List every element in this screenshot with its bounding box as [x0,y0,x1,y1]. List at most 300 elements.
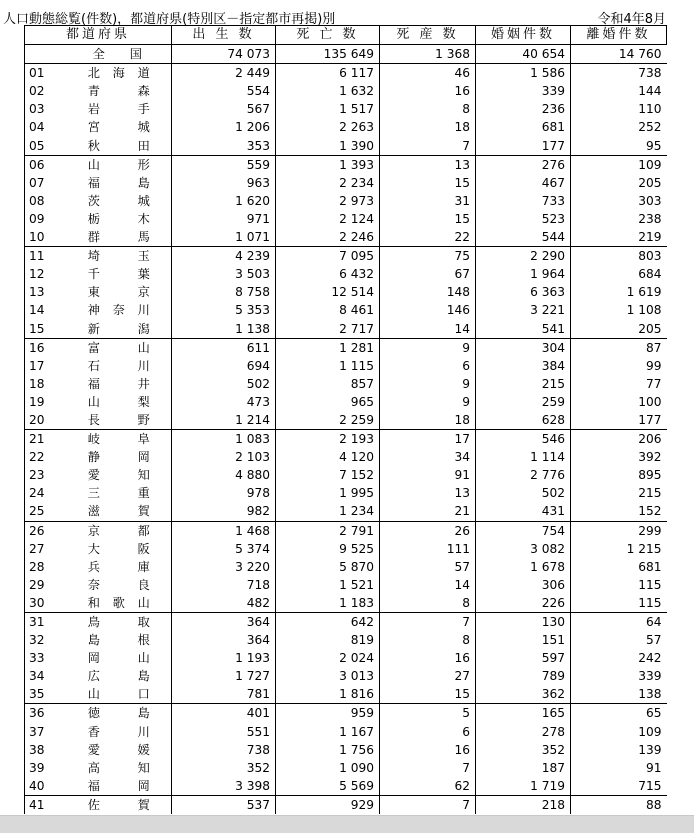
row-divorces: 303 [571,192,667,210]
row-stillbirths: 15 [380,685,476,704]
table-row [25,137,667,156]
row-divorces: 144 [571,82,667,100]
row-stillbirths: 6 [380,723,476,741]
row-deaths: 965 [276,393,380,411]
row-divorces: 109 [571,155,667,174]
row-marriages: 259 [476,393,571,411]
row-prefecture: 千 葉 [87,267,150,282]
row-births: 3 398 [172,777,276,796]
row-marriages: 165 [476,704,571,723]
row-marriages: 3 082 [476,540,571,558]
table-row [25,631,667,649]
row-deaths: 1 517 [276,100,380,118]
row-births: 567 [172,100,276,118]
row-code: 05 [25,137,67,156]
row-code: 37 [25,723,67,741]
row-deaths: 1 995 [276,484,380,502]
row-stillbirths: 14 [380,576,476,594]
row-stillbirths: 67 [380,265,476,283]
row-divorces: 110 [571,100,667,118]
row-births: 738 [172,741,276,759]
row-deaths: 12 514 [276,283,380,301]
column-header-divorces: 離婚件数 [571,26,667,45]
row-stillbirths: 15 [380,210,476,228]
row-marriages: 733 [476,192,571,210]
row-divorces: 715 [571,777,667,796]
row-births: 2 449 [172,64,276,83]
row-marriages: 544 [476,228,571,247]
row-marriages: 3 221 [476,301,571,319]
row-stillbirths: 111 [380,540,476,558]
row-deaths: 857 [276,375,380,393]
row-divorces: 77 [571,375,667,393]
row-deaths: 4 120 [276,448,380,466]
row-prefecture: 岩 手 [87,102,150,117]
column-header-prefecture: 都道府県 [25,26,172,45]
table-row [25,576,667,594]
row-deaths: 1 632 [276,82,380,100]
row-stillbirths: 9 [380,375,476,393]
row-marriages: 431 [476,502,571,521]
row-births: 781 [172,685,276,704]
row-births: 1 071 [172,228,276,247]
row-marriages: 2 776 [476,466,571,484]
row-deaths: 2 024 [276,649,380,667]
row-divorces: 115 [571,576,667,594]
row-prefecture: 三 重 [87,486,150,501]
row-prefecture: 山 口 [87,687,150,702]
row-code: 02 [25,82,67,100]
row-prefecture: 宮 城 [87,120,150,135]
row-deaths: 6 432 [276,265,380,283]
row-prefecture: 栃 木 [87,211,150,226]
row-code: 08 [25,192,67,210]
row-deaths: 2 791 [276,521,380,540]
row-marriages: 226 [476,594,571,613]
row-stillbirths: 9 [380,393,476,411]
report-date: 令和4年8月 [597,12,666,27]
row-stillbirths: 13 [380,155,476,174]
row-births: 1 138 [172,320,276,339]
row-deaths: 9 525 [276,540,380,558]
row-prefecture: 石 川 [87,358,150,373]
row-births: 352 [172,759,276,777]
row-stillbirths: 8 [380,631,476,649]
row-code: 36 [25,704,67,723]
row-code: 22 [25,448,67,466]
page-title: 人口動態総覧(件数)，都道府県(特別区－指定都市再掲)別 [3,12,336,27]
table-row [25,228,667,247]
row-code [25,45,67,64]
row-deaths: 1 090 [276,759,380,777]
row-marriages: 215 [476,375,571,393]
row-births: 982 [172,502,276,521]
column-header-deaths: 死 亡 数 [276,26,380,45]
row-divorces: 138 [571,685,667,704]
table-row [25,283,667,301]
row-divorces: 206 [571,430,667,449]
row-stillbirths: 14 [380,320,476,339]
row-deaths: 2 246 [276,228,380,247]
row-prefecture: 群 馬 [87,230,150,245]
row-deaths: 2 263 [276,118,380,136]
row-prefecture: 高 知 [87,760,150,775]
table-row [25,430,667,449]
row-prefecture: 全国 [67,45,172,64]
row-stillbirths: 16 [380,741,476,759]
row-code: 21 [25,430,67,449]
row-divorces: 205 [571,320,667,339]
row-births: 473 [172,393,276,411]
row-deaths: 2 193 [276,430,380,449]
table-row [25,502,667,521]
row-code: 34 [25,667,67,685]
row-stillbirths: 5 [380,704,476,723]
row-marriages: 151 [476,631,571,649]
row-deaths: 8 461 [276,301,380,319]
table-row [25,795,667,814]
row-code: 20 [25,411,67,430]
row-births: 5 353 [172,301,276,319]
row-code: 17 [25,357,67,375]
row-stillbirths: 8 [380,100,476,118]
row-marriages: 177 [476,137,571,156]
row-stillbirths: 22 [380,228,476,247]
row-deaths: 2 124 [276,210,380,228]
row-divorces: 177 [571,411,667,430]
row-stillbirths: 62 [380,777,476,796]
row-births: 611 [172,338,276,357]
row-births: 4 880 [172,466,276,484]
row-marriages: 789 [476,667,571,685]
row-prefecture: 福 井 [87,376,150,391]
row-divorces: 139 [571,741,667,759]
row-marriages: 384 [476,357,571,375]
table-row [25,82,667,100]
row-births: 1 214 [172,411,276,430]
row-prefecture: 兵 庫 [87,559,150,574]
row-stillbirths: 16 [380,82,476,100]
row-births: 364 [172,613,276,632]
row-births: 554 [172,82,276,100]
row-deaths: 2 234 [276,174,380,192]
row-deaths: 5 569 [276,777,380,796]
row-deaths: 2 973 [276,192,380,210]
row-births: 971 [172,210,276,228]
row-divorces: 64 [571,613,667,632]
table-row [25,466,667,484]
row-code: 23 [25,466,67,484]
row-divorces: 65 [571,704,667,723]
row-marriages: 218 [476,795,571,814]
table-row [25,649,667,667]
row-code: 32 [25,631,67,649]
row-divorces: 115 [571,594,667,613]
row-stillbirths: 91 [380,466,476,484]
row-births: 353 [172,137,276,156]
table-row [25,393,667,411]
row-divorces: 684 [571,265,667,283]
row-prefecture: 静 岡 [87,450,150,465]
table-row [25,777,667,796]
row-prefecture: 青 森 [87,84,150,99]
row-marriages: 130 [476,613,571,632]
row-births: 1 193 [172,649,276,667]
row-prefecture: 愛 媛 [87,742,150,757]
row-deaths: 6 117 [276,64,380,83]
table-row [25,723,667,741]
row-marriages: 339 [476,82,571,100]
row-divorces: 339 [571,667,667,685]
row-prefecture: 岡 山 [87,651,150,666]
row-marriages: 467 [476,174,571,192]
table-row [25,247,667,266]
row-divorces: 205 [571,174,667,192]
row-prefecture: 徳 島 [67,704,172,723]
row-code: 25 [25,502,67,521]
row-divorces: 681 [571,558,667,576]
row-prefecture: 福 島 [87,175,150,190]
row-marriages: 523 [476,210,571,228]
row-stillbirths: 148 [380,283,476,301]
row-code: 28 [25,558,67,576]
row-prefecture: 山 形 [67,155,172,174]
table-row [25,484,667,502]
table-row [25,174,667,192]
row-marriages: 236 [476,100,571,118]
row-deaths: 1 115 [276,357,380,375]
row-marriages: 6 363 [476,283,571,301]
row-prefecture: 香 川 [87,724,150,739]
row-marriages: 352 [476,741,571,759]
row-marriages: 754 [476,521,571,540]
row-marriages: 278 [476,723,571,741]
horizontal-scrollbar[interactable] [0,815,694,833]
row-births: 4 239 [172,247,276,266]
table-row-total [25,45,667,64]
table-row [25,265,667,283]
row-births: 401 [172,704,276,723]
table-header-row [25,26,667,45]
row-prefecture: 島 根 [87,633,150,648]
row-code: 31 [25,613,67,632]
row-divorces: 299 [571,521,667,540]
row-stillbirths: 15 [380,174,476,192]
row-stillbirths: 146 [380,301,476,319]
row-code: 27 [25,540,67,558]
row-divorces: 803 [571,247,667,266]
table-row [25,613,667,632]
vital-statistics-table [24,25,667,814]
row-prefecture: 埼 玉 [67,247,172,266]
row-stillbirths: 9 [380,338,476,357]
row-divorces: 152 [571,502,667,521]
row-code: 26 [25,521,67,540]
row-divorces: 1 619 [571,283,667,301]
row-code: 30 [25,594,67,613]
row-births: 559 [172,155,276,174]
row-marriages: 681 [476,118,571,136]
row-prefecture: 新 潟 [87,321,150,336]
row-deaths: 1 390 [276,137,380,156]
row-divorces: 219 [571,228,667,247]
table-row [25,375,667,393]
row-code: 01 [25,64,67,83]
row-births: 1 727 [172,667,276,685]
table-row [25,448,667,466]
row-divorces: 57 [571,631,667,649]
row-marriages: 362 [476,685,571,704]
table-row [25,521,667,540]
row-divorces: 109 [571,723,667,741]
row-marriages: 2 290 [476,247,571,266]
column-header-stillbirths: 死 産 数 [380,26,476,45]
row-stillbirths: 8 [380,594,476,613]
row-deaths: 2 717 [276,320,380,339]
row-births: 963 [172,174,276,192]
table-row [25,155,667,174]
table-row [25,118,667,136]
row-deaths: 1 756 [276,741,380,759]
row-prefecture: 岐 阜 [67,430,172,449]
row-code: 12 [25,265,67,283]
row-stillbirths: 34 [380,448,476,466]
row-births: 694 [172,357,276,375]
row-divorces: 242 [571,649,667,667]
row-code: 38 [25,741,67,759]
row-code: 09 [25,210,67,228]
row-divorces: 14 760 [571,45,667,64]
row-stillbirths: 46 [380,64,476,83]
row-prefecture: 長 野 [87,412,150,427]
row-prefecture: 富 山 [67,338,172,357]
table-row [25,759,667,777]
row-deaths: 135 649 [276,45,380,64]
row-divorces: 95 [571,137,667,156]
row-deaths: 3 013 [276,667,380,685]
row-stillbirths: 21 [380,502,476,521]
row-marriages: 187 [476,759,571,777]
row-prefecture: 奈 良 [87,577,150,592]
row-divorces: 392 [571,448,667,466]
table-row [25,301,667,319]
row-stillbirths: 18 [380,118,476,136]
row-prefecture: 佐 賀 [67,795,172,814]
row-births: 551 [172,723,276,741]
row-stillbirths: 16 [380,649,476,667]
table-row [25,667,667,685]
row-code: 18 [25,375,67,393]
row-code: 06 [25,155,67,174]
row-stillbirths: 1 368 [380,45,476,64]
row-stillbirths: 18 [380,411,476,430]
row-code: 39 [25,759,67,777]
row-prefecture: 京 都 [67,521,172,540]
row-births: 978 [172,484,276,502]
row-code: 33 [25,649,67,667]
table-row [25,558,667,576]
row-code: 04 [25,118,67,136]
row-deaths: 959 [276,704,380,723]
row-code: 16 [25,338,67,357]
row-births: 718 [172,576,276,594]
row-deaths: 1 521 [276,576,380,594]
column-header-births: 出 生 数 [172,26,276,45]
row-prefecture: 福 岡 [87,778,150,793]
table-row [25,685,667,704]
row-deaths: 1 393 [276,155,380,174]
row-prefecture: 茨 城 [87,193,150,208]
row-marriages: 597 [476,649,571,667]
row-births: 5 374 [172,540,276,558]
row-code: 13 [25,283,67,301]
row-marriages: 1 719 [476,777,571,796]
row-deaths: 7 152 [276,466,380,484]
row-stillbirths: 27 [380,667,476,685]
table-row [25,540,667,558]
table-row [25,594,667,613]
table-row [25,357,667,375]
row-code: 29 [25,576,67,594]
row-deaths: 1 816 [276,685,380,704]
row-prefecture: 広 島 [87,669,150,684]
row-marriages: 1 114 [476,448,571,466]
row-marriages: 628 [476,411,571,430]
row-stillbirths: 7 [380,613,476,632]
row-marriages: 1 964 [476,265,571,283]
row-stillbirths: 6 [380,357,476,375]
row-code: 10 [25,228,67,247]
row-marriages: 1 586 [476,64,571,83]
row-divorces: 895 [571,466,667,484]
row-divorces: 738 [571,64,667,83]
row-stillbirths: 17 [380,430,476,449]
row-deaths: 642 [276,613,380,632]
row-deaths: 1 234 [276,502,380,521]
row-divorces: 1 108 [571,301,667,319]
row-stillbirths: 57 [380,558,476,576]
row-prefecture: 愛 知 [87,468,150,483]
row-divorces: 87 [571,338,667,357]
row-prefecture: 神 奈 川 [87,303,150,318]
row-births: 3 220 [172,558,276,576]
row-births: 1 468 [172,521,276,540]
row-births: 502 [172,375,276,393]
row-deaths: 929 [276,795,380,814]
row-births: 1 083 [172,430,276,449]
table-row [25,704,667,723]
row-code: 24 [25,484,67,502]
row-deaths: 1 167 [276,723,380,741]
row-marriages: 276 [476,155,571,174]
row-marriages: 306 [476,576,571,594]
row-births: 537 [172,795,276,814]
row-births: 364 [172,631,276,649]
row-prefecture: 東 京 [87,285,150,300]
row-prefecture: 和 歌 山 [87,595,150,610]
row-code: 03 [25,100,67,118]
row-births: 8 758 [172,283,276,301]
row-stillbirths: 31 [380,192,476,210]
table-row [25,64,667,83]
row-divorces: 91 [571,759,667,777]
table-row [25,210,667,228]
row-stillbirths: 7 [380,759,476,777]
table-row [25,411,667,430]
row-divorces: 238 [571,210,667,228]
table-row [25,741,667,759]
column-header-marriages: 婚姻件数 [476,26,571,45]
